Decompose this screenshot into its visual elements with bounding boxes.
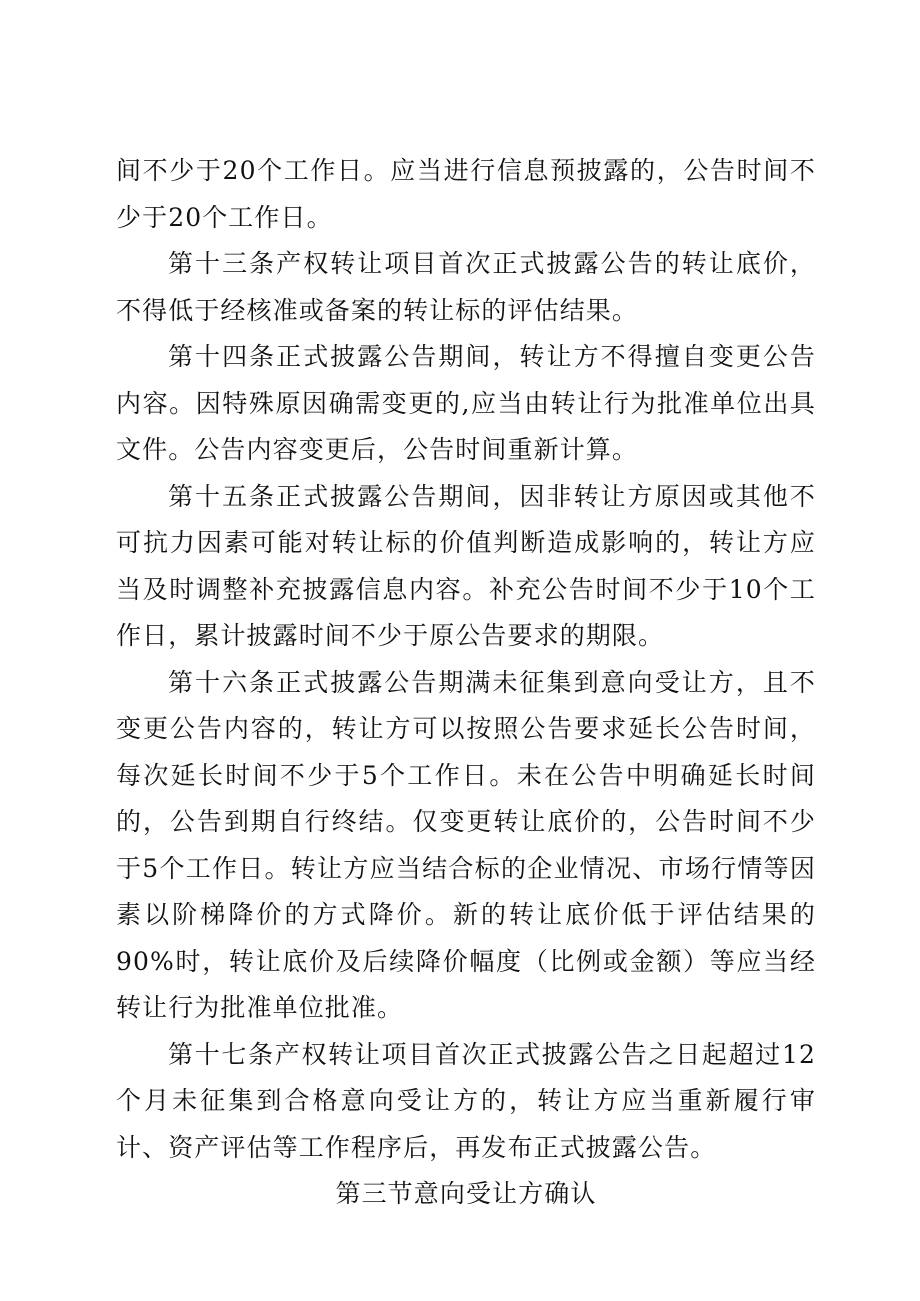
paragraph-article-16: 第十六条正式披露公告期满未征集到意向受让方，且不变更公告内容的，转让方可以按照公告要求延长公告时间，每次延长时间不少于5个工作日。未在公告中明确延长时间的，公告到期自行终结。仅变更转让底价的，公告时间不少于5个工作日。转让方应当结合标的企业情况、市场行情等因素以阶梯降价的方式降价。新的转让底价低于评估结果的90%时，转让底价及后续降价幅度（比例或金额）等应当经转让行为批准单位批准。	[116, 667, 816, 1022]
paragraph-article-17: 第十七条产权转让项目首次正式披露公告之日起超过12个月未征集到合格意向受让方的，转让方应当重新履行审计、资产评估等工作程序后，再发布正式披露公告。	[116, 1039, 816, 1162]
paragraph-article-14: 第十四条正式披露公告期间，转让方不得擅自变更公告内容。因特殊原因确需变更的,应当由转让行为批准单位出具文件。公告内容变更后，公告时间重新计算。	[116, 342, 816, 464]
document-body	[116, 148, 816, 1218]
paragraph-article-13: 第十三条产权转让项目首次正式披露公告的转让底价，不得低于经核准或备案的转让标的评估结果。	[116, 249, 816, 325]
paragraph-article-15: 第十五条正式披露公告期间，因非转让方原因或其他不可抗力因素可能对转让标的价值判断造成影响的，转让方应当及时调整补充披露信息内容。补充公告时间不少于10个工作日，累计披露时间不少于原公告要求的期限。	[116, 481, 816, 650]
paragraph-continuation: 间不少于20个工作日。应当进行信息预披露的，公告时间不少于20个工作日。	[116, 156, 816, 232]
section-title: 第三节意向受让方确认	[335, 1179, 597, 1208]
